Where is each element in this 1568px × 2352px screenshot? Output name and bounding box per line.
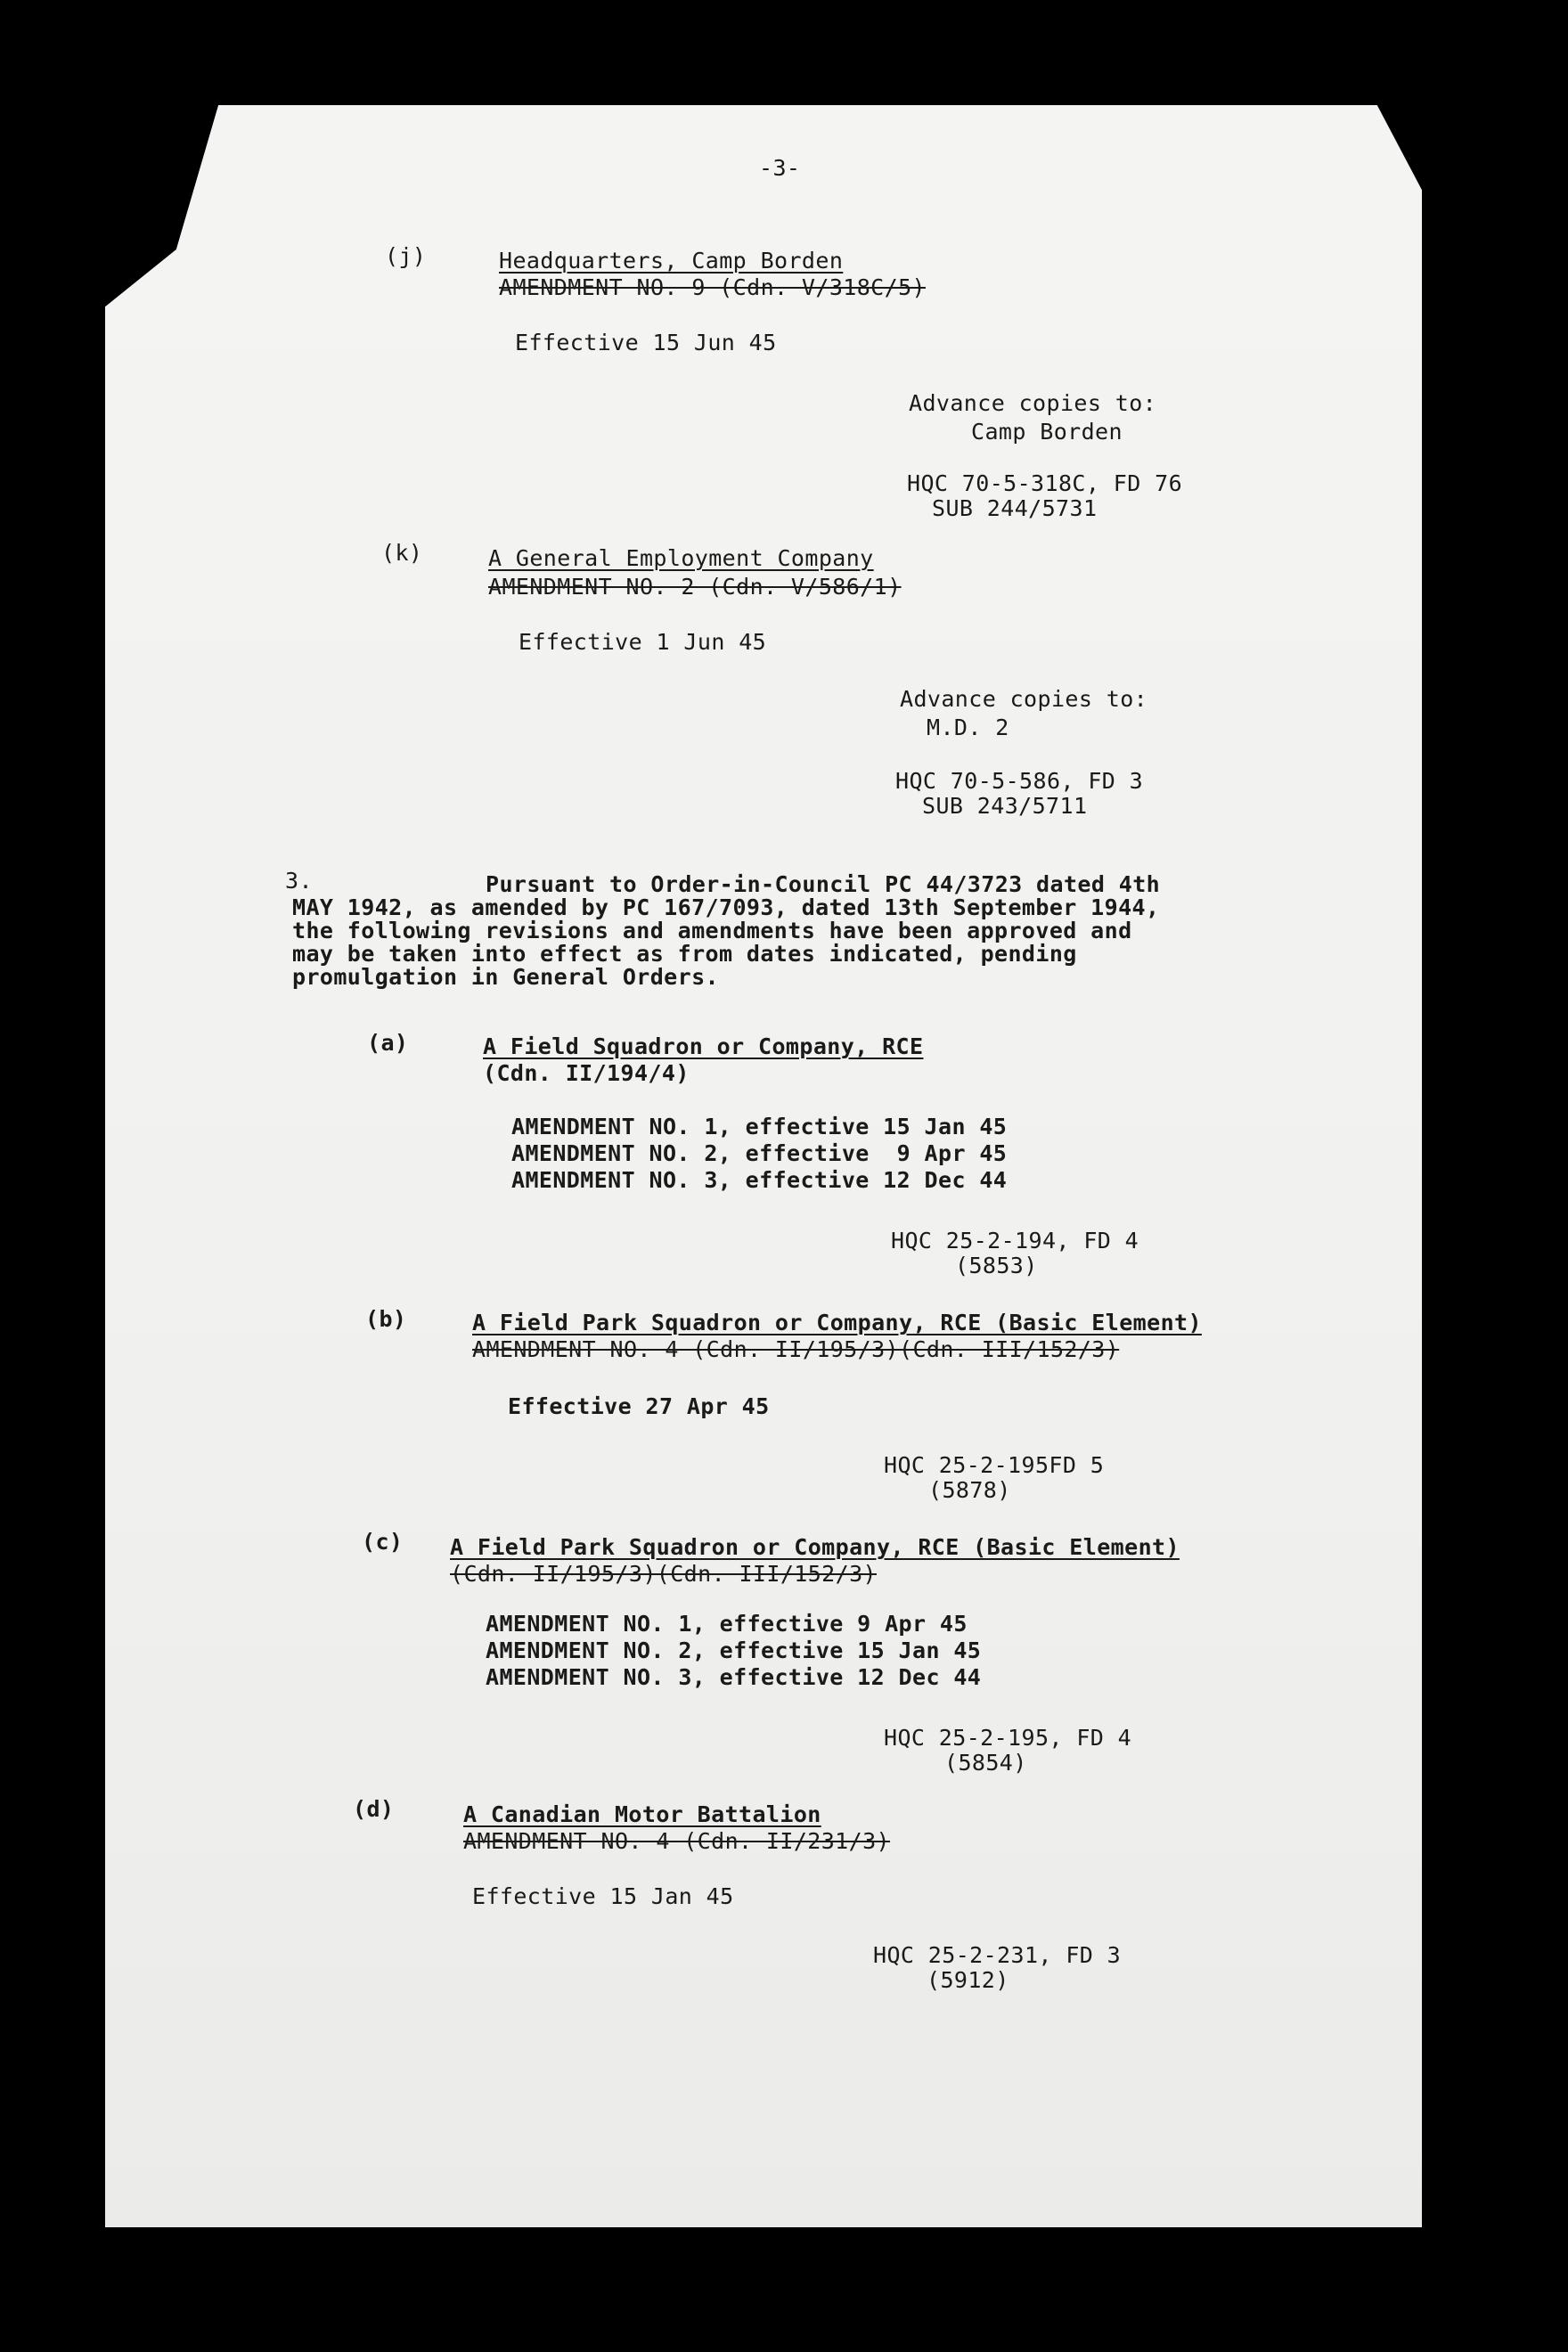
item-amendment-d: AMENDMENT NO. 4 (Cdn. II/231/3) <box>463 1828 890 1854</box>
amendment-c-2: AMENDMENT NO. 2, effective 15 Jan 45 <box>486 1637 982 1663</box>
advance-to-k: M.D. 2 <box>927 715 1009 740</box>
item-title-d: A Canadian Motor Battalion <box>463 1801 821 1827</box>
para-line-2: MAY 1942, as amended by PC 167/7093, dated 13th September 1944, <box>292 894 1160 920</box>
item-marker-j: (j) <box>385 243 427 269</box>
para-line-1: Pursuant to Order-in-Council PC 44/3723 dated 4th <box>486 871 1161 897</box>
ref-b-2: (5878) <box>928 1477 1011 1503</box>
document-page <box>105 105 1422 2227</box>
ref-a-2: (5853) <box>955 1253 1038 1278</box>
para-line-3: the following revisions and amendments have been approved and <box>292 918 1132 943</box>
item-amendment-b: AMENDMENT NO. 4 (Cdn. II/195/3)(Cdn. III/152/3) <box>472 1336 1120 1362</box>
entry-amendment-j: AMENDMENT NO. 9 (Cdn. V/318C/5) <box>499 274 926 300</box>
ref-k-1: HQC 70-5-586, FD 3 <box>895 768 1144 794</box>
advance-to-j: Camp Borden <box>971 419 1123 445</box>
item-effective-b: Effective 27 Apr 45 <box>508 1393 770 1419</box>
item-marker-d: (d) <box>353 1796 395 1822</box>
item-title-b: A Field Park Squadron or Company, RCE (Basic Element) <box>472 1310 1202 1335</box>
entry-effective-k: Effective 1 Jun 45 <box>519 629 767 655</box>
amendment-c-3: AMENDMENT NO. 3, effective 12 Dec 44 <box>486 1664 982 1690</box>
entry-effective-j: Effective 15 Jun 45 <box>515 330 777 355</box>
advance-label-j: Advance copies to: <box>909 390 1157 416</box>
advance-label-k: Advance copies to: <box>900 686 1148 712</box>
ref-b-1: HQC 25-2-195FD 5 <box>884 1452 1105 1478</box>
ref-c-1: HQC 25-2-195, FD 4 <box>884 1725 1132 1751</box>
ref-j-2: SUB 244/5731 <box>932 495 1098 521</box>
item-subtitle-c: (Cdn. II/195/3)(Cdn. III/152/3) <box>450 1561 877 1587</box>
ref-c-2: (5854) <box>944 1750 1027 1776</box>
amendment-c-1: AMENDMENT NO. 1, effective 9 Apr 45 <box>486 1611 968 1637</box>
amendment-a-3: AMENDMENT NO. 3, effective 12 Dec 44 <box>511 1167 1008 1193</box>
para-number: 3. <box>285 868 313 894</box>
item-title-c: A Field Park Squadron or Company, RCE (Basic Element) <box>450 1534 1180 1560</box>
item-subtitle-a: (Cdn. II/194/4) <box>483 1060 690 1086</box>
ref-a-1: HQC 25-2-194, FD 4 <box>891 1228 1139 1254</box>
entry-title-k: A General Employment Company <box>488 545 874 571</box>
para-line-5: promulgation in General Orders. <box>292 964 719 990</box>
item-effective-d: Effective 15 Jan 45 <box>472 1883 734 1909</box>
item-marker-c: (c) <box>362 1529 404 1555</box>
entry-title-j: Headquarters, Camp Borden <box>499 248 844 274</box>
ref-k-2: SUB 243/5711 <box>922 793 1088 819</box>
amendment-a-2: AMENDMENT NO. 2, effective 9 Apr 45 <box>511 1140 1008 1166</box>
amendment-a-1: AMENDMENT NO. 1, effective 15 Jan 45 <box>511 1114 1008 1139</box>
item-title-a: A Field Squadron or Company, RCE <box>483 1033 924 1059</box>
item-marker-b: (b) <box>365 1306 407 1332</box>
ref-d-2: (5912) <box>927 1967 1009 1993</box>
item-marker-a: (a) <box>367 1030 409 1056</box>
page-number: -3- <box>759 155 801 181</box>
ref-j-1: HQC 70-5-318C, FD 76 <box>907 470 1183 496</box>
entry-amendment-k: AMENDMENT NO. 2 (Cdn. V/586/1) <box>488 574 902 600</box>
ref-d-1: HQC 25-2-231, FD 3 <box>873 1942 1122 1968</box>
item-marker-k: (k) <box>381 540 423 566</box>
para-line-4: may be taken into effect as from dates indicated, pending <box>292 941 1077 967</box>
